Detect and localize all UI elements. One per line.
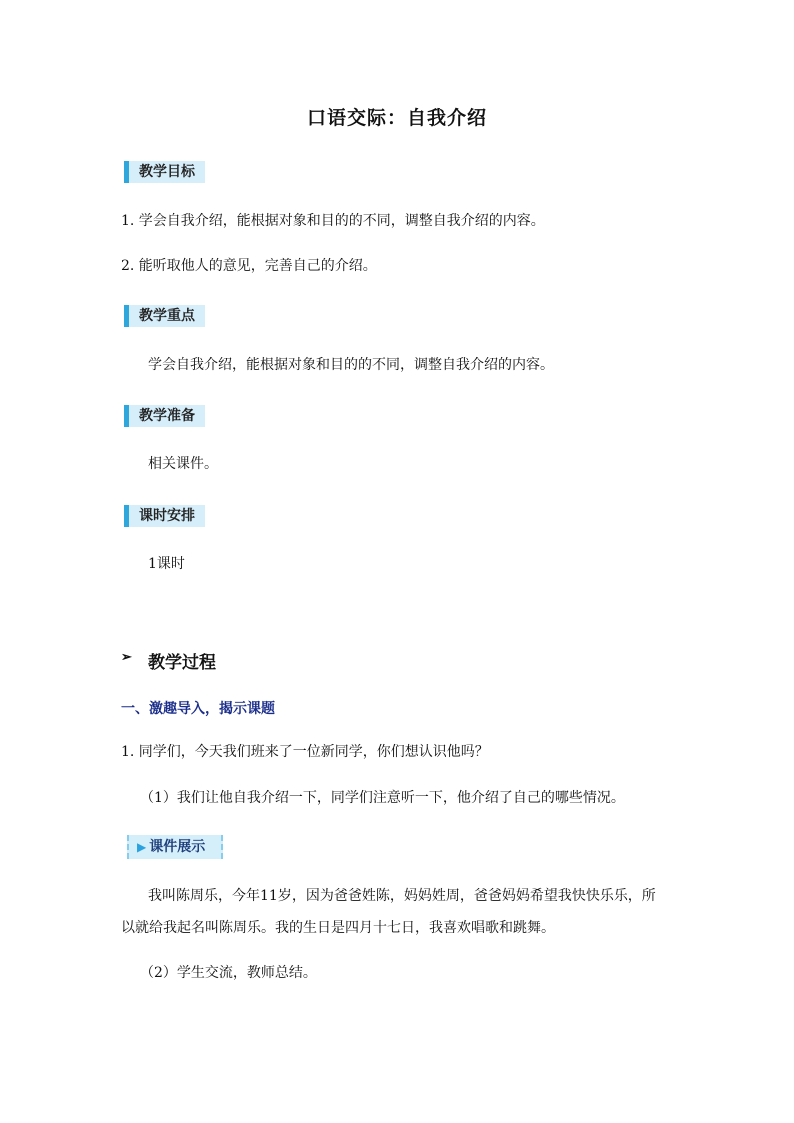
question-1: 1. 同学们，今天我们班来了一位新同学，你们想认识他吗？ — [121, 744, 489, 760]
courseware-badge-label: 课件展示 — [149, 839, 206, 855]
page-title: 口语交际：自我介绍 — [306, 107, 487, 129]
intro-paragraph-line-2: 以就给我起名叫陈周乐。我的生日是四月十七日，我喜欢唱歌和跳舞。 — [121, 920, 555, 936]
question-1-sub-2: （2）学生交流，教师总结。 — [140, 965, 317, 981]
process-heading: 教学过程 — [148, 653, 216, 673]
section-tag-key-points: 教学重点 — [124, 305, 205, 327]
courseware-badge — [127, 835, 223, 859]
section-tag-schedule: 课时安排 — [124, 505, 205, 527]
chevron-right-icon: ➢ — [121, 650, 132, 665]
section-tag-objectives: 教学目标 — [124, 161, 205, 183]
objective-item-2: 2. 能听取他人的意见，完善自己的介绍。 — [121, 258, 377, 274]
objective-item-1: 1. 学会自我介绍，能根据对象和目的的不同，调整自我介绍的内容。 — [121, 213, 545, 229]
section-tag-preparation: 教学准备 — [124, 405, 205, 427]
intro-paragraph-line-1: 我叫陈周乐，今年11岁，因为爸爸姓陈，妈妈姓周，爸爸妈妈希望我快快乐乐，所 — [148, 888, 656, 904]
play-triangle-icon: ▶ — [137, 840, 147, 854]
part1-heading: 一、激趣导入，揭示课题 — [121, 701, 275, 717]
key-points-text: 学会自我介绍，能根据对象和目的的不同，调整自我介绍的内容。 — [148, 357, 554, 373]
question-1-sub-1: （1）我们让他自我介绍一下，同学们注意听一下，他介绍了自己的哪些情况。 — [140, 790, 625, 806]
schedule-text: 1课时 — [148, 556, 185, 572]
preparation-text: 相关课件。 — [148, 456, 218, 472]
